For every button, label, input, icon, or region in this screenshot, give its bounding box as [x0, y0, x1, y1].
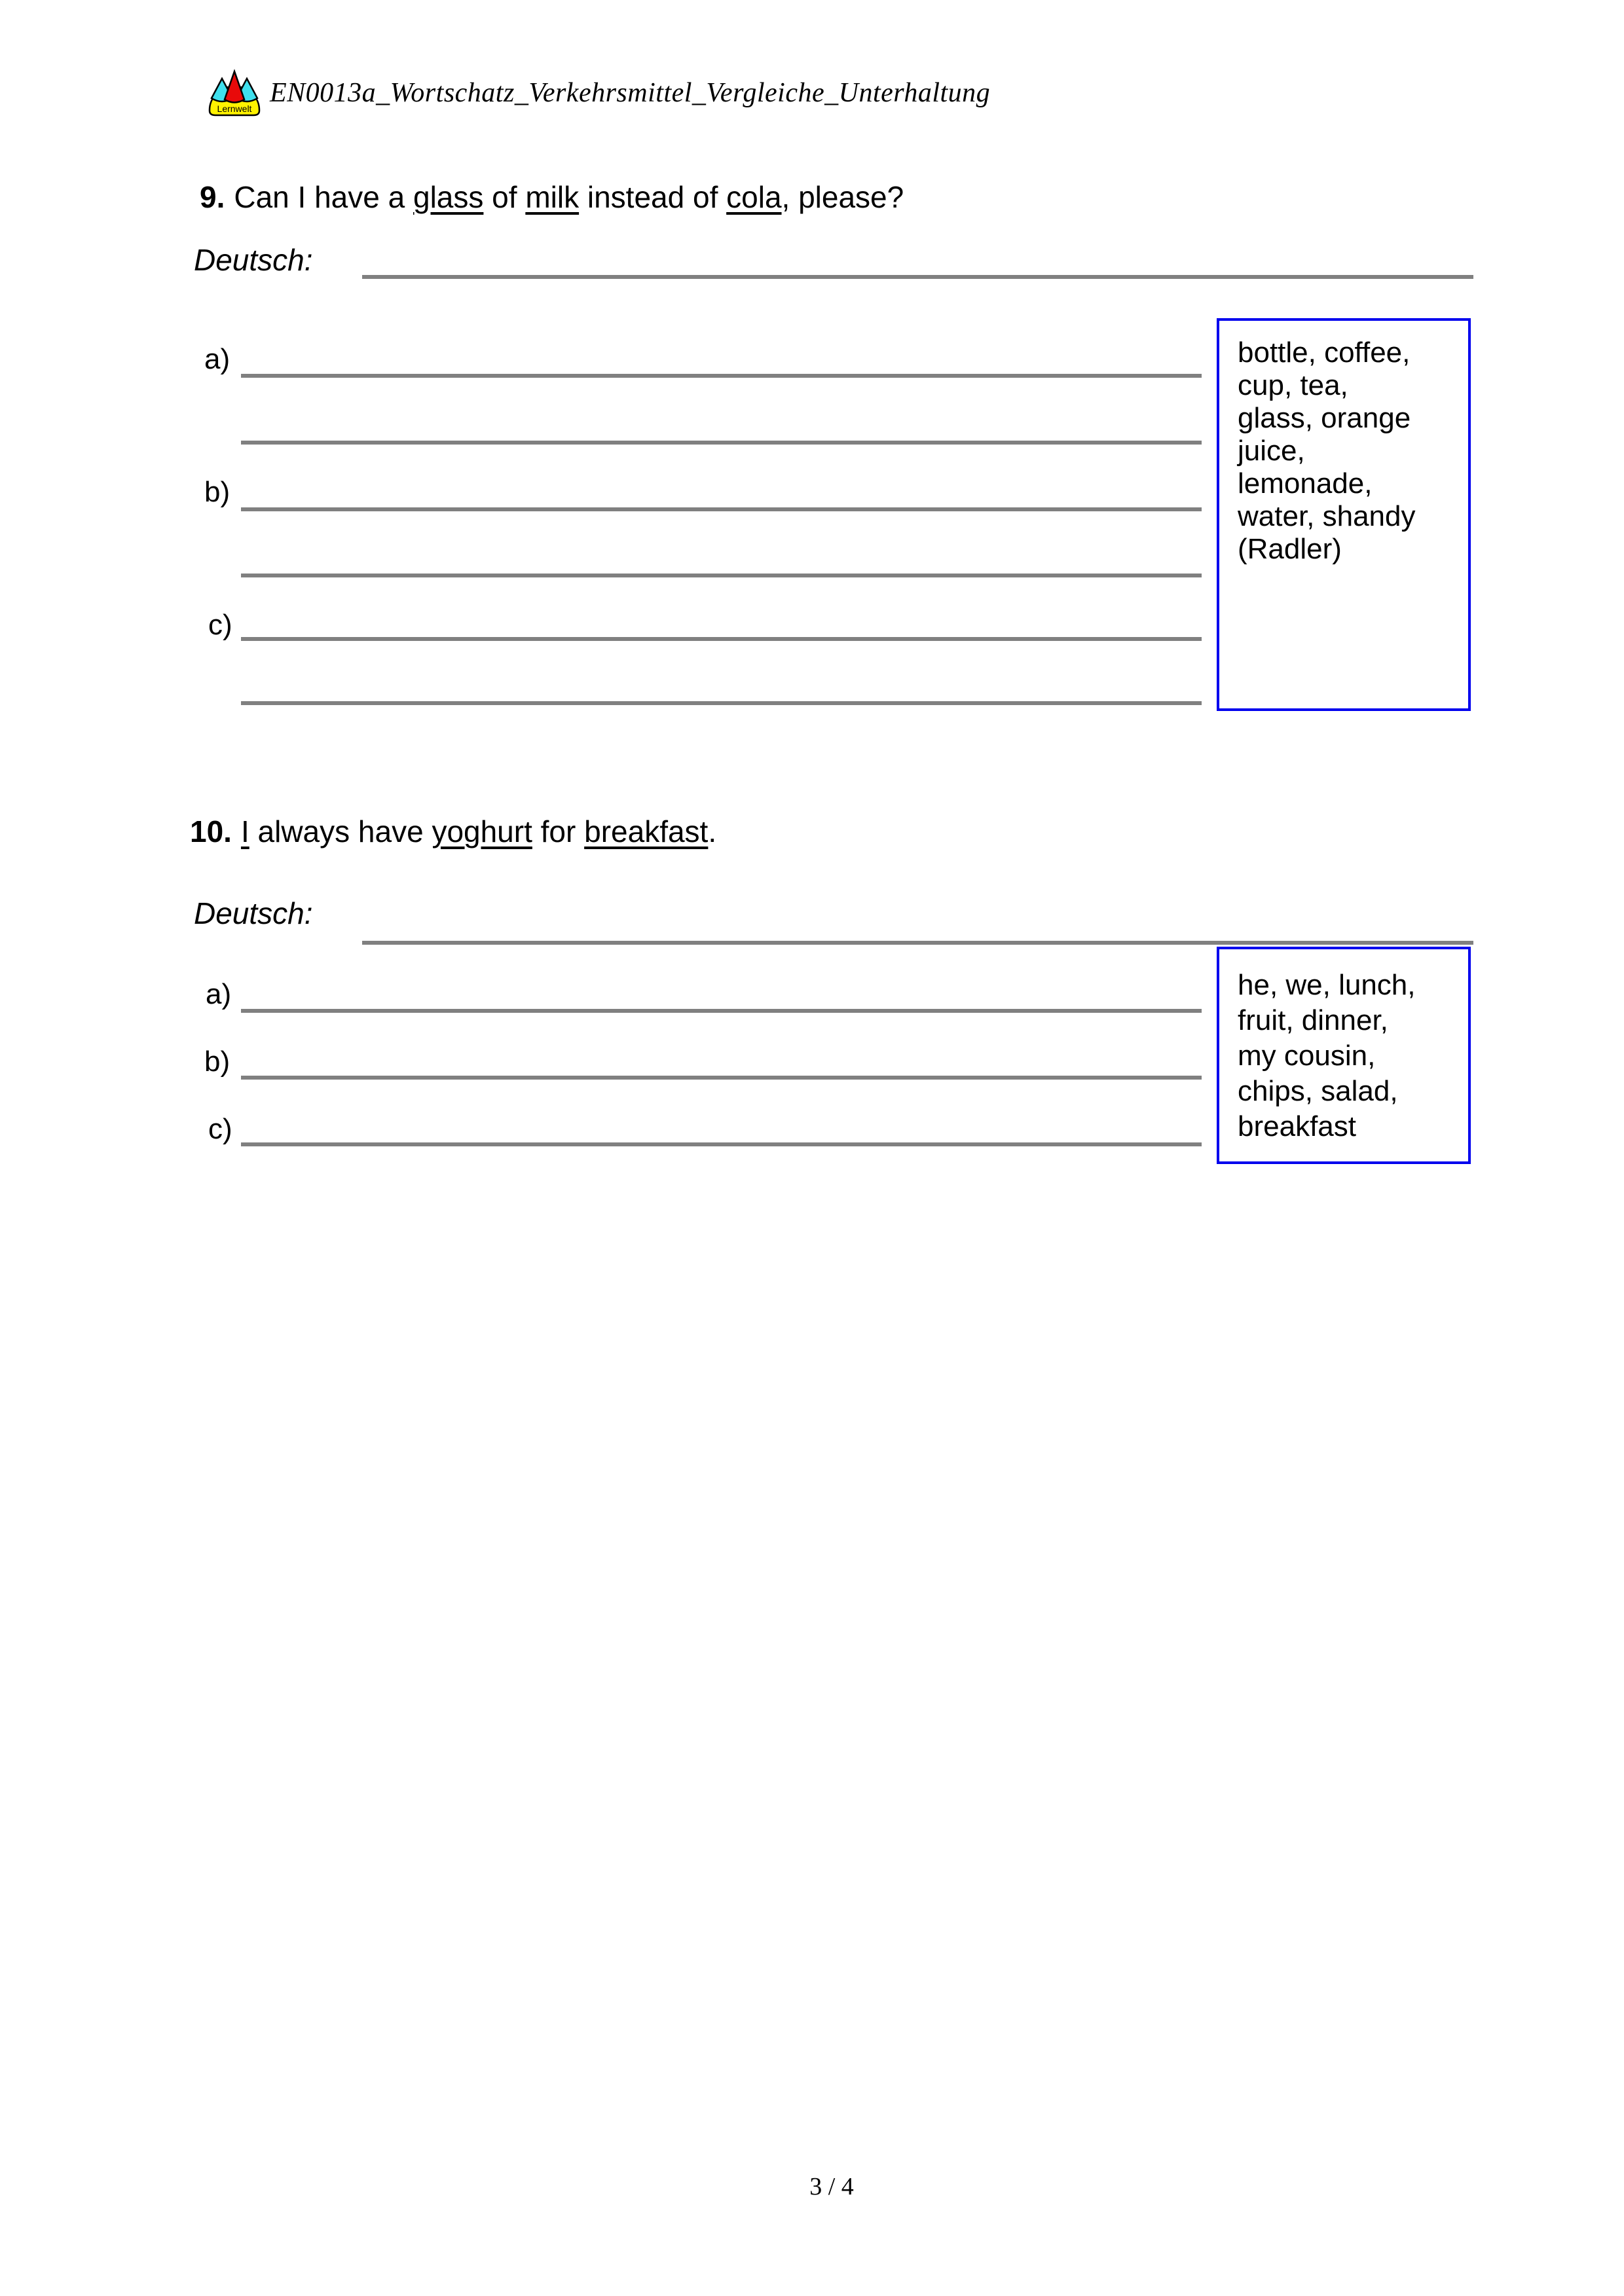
question-9-number: 9. [200, 180, 225, 214]
q10-wordbox [1217, 947, 1471, 1164]
answer-blank-line [241, 1076, 1202, 1080]
sentence-segment: always have [249, 814, 432, 848]
wordbox-line: fruit, dinner, [1238, 1004, 1388, 1036]
wordbox-line: water, shandy [1238, 500, 1416, 532]
q10-answer-c-label: c) [208, 1113, 232, 1145]
q9-deutsch-blank-line [362, 275, 1473, 279]
wordbox-line: glass, orange [1238, 402, 1411, 434]
logo-text: Lernwelt [217, 103, 252, 114]
answer-blank-line [241, 701, 1202, 705]
sentence-segment: of [483, 180, 526, 214]
q9-answer-c-label: c) [208, 609, 232, 641]
sentence-segment-underlined: glass [413, 180, 484, 214]
wordbox-line: breakfast [1238, 1110, 1356, 1142]
sentence-segment: for [532, 814, 585, 848]
q10-deutsch-label: Deutsch: [194, 896, 313, 930]
wordbox-line: juice, [1238, 435, 1305, 467]
wordbox-line: lemonade, [1238, 467, 1373, 500]
question-10-number: 10. [190, 814, 232, 848]
answer-blank-line [241, 574, 1202, 577]
page-number: 3 / 4 [809, 2173, 854, 2200]
document-title: EN0013a_Wortschatz_Verkehrsmittel_Vergleiche_Unterhaltung [270, 78, 991, 108]
sentence-segment: Can I have a [234, 180, 413, 214]
q9-deutsch-label: Deutsch: [194, 243, 313, 277]
sentence-segment: instead of [579, 180, 727, 214]
answer-blank-line [241, 1142, 1202, 1146]
question-9-heading [200, 179, 904, 215]
q9-answer-a-label: a) [204, 343, 231, 375]
sentence-segment-underlined: milk [525, 180, 580, 214]
answer-blank-line [241, 507, 1202, 511]
lernwelt-logo [207, 68, 262, 118]
mountains-logo-icon [207, 68, 262, 118]
question-10-heading [190, 814, 716, 849]
answer-blank-line [241, 1009, 1202, 1013]
wordbox-line: my cousin, [1238, 1040, 1376, 1072]
q9-answer-b-label: b) [204, 476, 231, 508]
wordbox-line: cup, tea, [1238, 369, 1348, 401]
sentence-segment-underlined: breakfast [584, 814, 709, 848]
q10-answer-a-label: a) [206, 978, 232, 1010]
answer-blank-line [241, 374, 1202, 378]
answer-blank-line [241, 637, 1202, 641]
q9-wordbox-text [1219, 321, 1468, 566]
wordbox-line: he, we, lunch, [1238, 969, 1416, 1001]
wordbox-line: bottle, coffee, [1238, 337, 1411, 369]
q10-deutsch-blank-line [362, 941, 1473, 945]
q10-answer-b-label: b) [204, 1046, 231, 1078]
sentence-segment: . [708, 814, 717, 848]
answer-blank-line [241, 441, 1202, 445]
q9-wordbox [1217, 318, 1471, 711]
sentence-segment-underlined: yoghurt [432, 814, 532, 848]
wordbox-line: (Radler) [1238, 533, 1342, 565]
q10-wordbox-text [1219, 949, 1468, 1144]
sentence-segment-underlined: I [240, 814, 249, 848]
sentence-segment: , please? [781, 180, 904, 214]
sentence-segment-underlined: cola [726, 180, 782, 214]
wordbox-line: chips, salad, [1238, 1075, 1398, 1107]
